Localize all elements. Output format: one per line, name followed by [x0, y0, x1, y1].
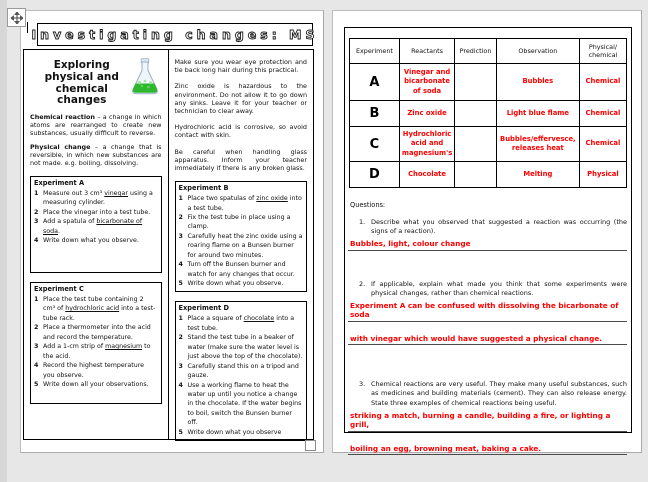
- experiments-column-right: [175, 181, 308, 441]
- step-text: Write down what you observe: [187, 428, 282, 436]
- text-cursor: [27, 22, 28, 33]
- step-number: 2: [178, 213, 183, 221]
- window-edge: [0, 0, 7, 482]
- step-number: 5: [178, 428, 183, 436]
- experiment-step: [34, 236, 158, 245]
- underlined-term: zinc oxide: [256, 195, 288, 203]
- experiment-step: [34, 342, 158, 361]
- cell-experiment-letter[interactable]: B: [350, 101, 400, 127]
- question: [348, 280, 628, 298]
- worksheet-page-right: [332, 10, 642, 453]
- questions-section: [348, 218, 628, 455]
- cell-prediction[interactable]: [455, 101, 497, 127]
- col-header-physical-chemical: Physical/ chemical: [579, 39, 626, 64]
- experiment-step: [179, 333, 304, 361]
- step-number: 4: [34, 362, 39, 370]
- step-number: 3: [178, 362, 183, 370]
- cell-reactants[interactable]: Vinegar and bicarbonate of soda: [399, 64, 454, 101]
- step-number: 1: [178, 315, 183, 323]
- safety-note: Be careful when handling glass apparatus. Inform your teacher immediately if there is any broken glass.: [174, 147, 307, 172]
- underlined-term: bicarbonate of soda: [43, 218, 143, 235]
- experiment-step: [179, 314, 304, 333]
- step-number: 1: [34, 296, 39, 303]
- step-number: 2: [34, 208, 39, 216]
- section-heading: Exploring physical and chemical changes: [44, 59, 119, 107]
- experiment-step: [34, 189, 158, 208]
- intro-section: [30, 58, 162, 107]
- results-table: [349, 38, 627, 188]
- cell-prediction[interactable]: [455, 162, 497, 188]
- experiment-step: [179, 381, 304, 428]
- table-row: [350, 162, 627, 188]
- cell-experiment-letter[interactable]: A: [350, 64, 400, 101]
- answer-line[interactable]: Bubbles, light, colour change: [348, 236, 627, 250]
- experiment-box: [175, 301, 308, 441]
- question-text: Chemical reactions are very useful. They make many useful substances, such as medicines and building materials (cement). They can also release energy. State three examples of chemical reactions being useful.: [371, 380, 627, 407]
- answer-line[interactable]: striking a match, burning a candle, building a fire, or lighting a grill,: [348, 408, 627, 432]
- answers-container: [344, 27, 632, 453]
- answer-line[interactable]: Experiment A can be confused with dissolving the bicarbonate of soda: [348, 298, 627, 322]
- question: [348, 218, 628, 236]
- step-text: Add a spatula of bicarbonate of soda.: [43, 218, 143, 235]
- experiment-step: [34, 323, 158, 342]
- question-block: [348, 218, 628, 251]
- experiment-box: [30, 282, 162, 404]
- step-text: Place a square of chocolate into a test tube.: [187, 315, 295, 332]
- experiment-box-title: Experiment D: [178, 304, 229, 313]
- step-number: 5: [178, 280, 183, 287]
- step-number: 5: [34, 380, 39, 388]
- cell-physical-chemical[interactable]: Chemical: [579, 101, 626, 127]
- four-way-arrow-icon: [11, 12, 23, 24]
- safety-note: Hydrochloric acid is corrosive, so avoid contact with skin.: [174, 123, 307, 140]
- step-number: 3: [34, 218, 39, 226]
- cell-observation[interactable]: Bubbles: [496, 64, 579, 101]
- cell-physical-chemical[interactable]: Chemical: [579, 64, 626, 101]
- step-number: 1: [178, 195, 183, 203]
- step-number: 2: [178, 334, 183, 342]
- definition-text: – a change that is reversible, in which new substances are not made. e.g. boiling, dissolving.: [30, 143, 162, 167]
- definition-text: – a change in which atoms are rearranged to create new substances, usually difficult to reverse.: [30, 113, 162, 137]
- underlined-term: magnesium: [105, 343, 143, 351]
- cell-reactants[interactable]: Hydrochloric acid and magnesium's: [399, 127, 454, 162]
- step-number: 4: [34, 237, 39, 245]
- definition-term: Chemical reaction: [30, 113, 95, 121]
- answer-line[interactable]: with vinegar which would have suggested a physical change.: [348, 331, 627, 345]
- experiment-box-title: Experiment B: [178, 184, 229, 193]
- questions-label: Questions:: [350, 201, 386, 209]
- experiment-step: [179, 260, 304, 279]
- question: [348, 380, 628, 407]
- answer-line[interactable]: boiling an egg, browning meat, baking a cake.: [348, 441, 627, 455]
- experiment-step: [179, 194, 304, 213]
- step-text: Use a working flame to heat the water up until you notice a change in the chocolate. If the water begins to boil, switch the Bunsen burner off.: [187, 381, 302, 427]
- step-number: 3: [178, 232, 183, 240]
- col-header-prediction: Prediction: [455, 39, 497, 64]
- step-text: Turn off the Bunsen burner and watch for any changes that occur.: [187, 261, 295, 278]
- experiment-box-title: Experiment A: [34, 179, 85, 187]
- experiment-step: [179, 279, 304, 288]
- cell-observation[interactable]: Bubbles/effervesce, releases heat: [496, 127, 579, 162]
- cell-experiment-letter[interactable]: C: [350, 127, 400, 162]
- underlined-term: vinegar: [104, 190, 129, 197]
- table-row: [350, 101, 627, 127]
- step-text: Write down all your observations.: [43, 380, 149, 388]
- underlined-term: hydrochloric acid: [65, 305, 120, 313]
- step-number: 1: [34, 190, 39, 197]
- question-number: 2.: [359, 279, 366, 288]
- step-text: Write down what you observe.: [43, 237, 139, 245]
- experiment-step: [34, 217, 158, 236]
- cell-experiment-letter[interactable]: D: [350, 162, 400, 188]
- left-column: [24, 50, 169, 439]
- worksheet-page-left: [20, 10, 324, 453]
- step-text: Place a thermometer into the acid and record the temperature.: [43, 324, 151, 341]
- experiment-step: [34, 380, 158, 389]
- experiments-column-left: [30, 176, 162, 404]
- step-text: Place the test tube containing 2 cm³ of hydrochloric acid into a test-tube rack.: [43, 296, 156, 322]
- step-text: Write down what you observe.: [187, 280, 284, 287]
- worksheet-body: [23, 49, 314, 440]
- step-text: Measure out 3 cm³ vinegar using a measuring cylinder.: [43, 190, 153, 207]
- experiment-step: [179, 428, 304, 437]
- cell-prediction[interactable]: [455, 64, 497, 101]
- underlined-term: chocolate: [243, 315, 275, 323]
- resize-handle[interactable]: [305, 440, 316, 451]
- experiment-step: [179, 362, 304, 381]
- cell-reactants[interactable]: Chocolate: [399, 162, 454, 188]
- title-box[interactable]: [31, 23, 319, 46]
- cell-physical-chemical[interactable]: Chemical: [579, 127, 626, 162]
- question-number: 3.: [359, 380, 366, 389]
- step-number: 3: [34, 343, 39, 351]
- experiment-step: [179, 213, 304, 232]
- step-text: Record the highest temperature you observe.: [43, 362, 145, 379]
- question-block: [348, 280, 628, 346]
- step-text: Place the vinegar into a test tube.: [43, 208, 151, 216]
- question-text: If applicable, explain what made you think that some experiments were physical changes, rather than chemical reactions.: [371, 279, 627, 297]
- table-row: [350, 64, 627, 101]
- experiment-step: [179, 232, 304, 260]
- definition-term: Physical change: [30, 143, 91, 151]
- experiment-step: [34, 295, 158, 323]
- definition-chemical-reaction: [30, 113, 162, 137]
- cell-prediction[interactable]: [455, 127, 497, 162]
- table-row: [350, 127, 627, 162]
- experiment-step: [34, 361, 158, 380]
- experiment-step: [34, 208, 158, 217]
- question-number: 1.: [359, 218, 366, 226]
- cell-physical-chemical[interactable]: Physical: [579, 162, 626, 188]
- green-flask-icon: [128, 58, 162, 96]
- safety-note: Zinc oxide is hazardous to the environment. Do not allow it to go down any sinks. Leave it for your teacher or technician to clear away.: [174, 82, 307, 115]
- col-header-observation: Observation: [496, 39, 579, 64]
- step-number: 4: [178, 261, 183, 269]
- right-column: [169, 50, 314, 439]
- step-text: Stand the test tube in a beaker of water (make sure the water level is just above the top of the chocolate).: [187, 334, 303, 361]
- col-header-reactants: Reactants: [399, 39, 454, 64]
- table-header-row: [350, 39, 627, 64]
- step-text: Add a 1-cm strip of magnesium to the acid.: [43, 343, 151, 360]
- safety-note: Make sure you wear eye protection and tie back long hair during this practical.: [174, 58, 307, 75]
- experiment-box: [175, 181, 308, 292]
- definition-physical-change: [30, 143, 162, 167]
- step-text: Carefully stand this on a tripod and gauze.: [187, 362, 299, 380]
- step-text: Place two spatulas of zinc oxide into a test tube.: [187, 195, 302, 212]
- experiment-box-title: Experiment C: [34, 285, 84, 293]
- step-text: Carefully heat the zinc oxide using a roaring flame on a Bunsen burner for around two minutes.: [187, 232, 303, 259]
- step-number: 2: [34, 324, 39, 332]
- step-number: 4: [178, 381, 183, 389]
- cell-observation[interactable]: Light blue flame: [496, 101, 579, 127]
- cell-observation[interactable]: Melting: [496, 162, 579, 188]
- worksheet-title: Investigating changes: MS: [31, 27, 319, 42]
- question-block: [348, 380, 628, 455]
- question-text: Describe what you observed that suggested a reaction was occurring (the signs of a reaction).: [371, 218, 627, 236]
- safety-notes: [175, 58, 308, 172]
- move-handle-icon[interactable]: [7, 8, 26, 27]
- step-text: Fix the test tube in place using a clamp.: [187, 213, 291, 231]
- experiment-box: [30, 176, 162, 273]
- cell-reactants[interactable]: Zinc oxide: [399, 101, 454, 127]
- col-header-experiment: Experiment: [350, 39, 400, 64]
